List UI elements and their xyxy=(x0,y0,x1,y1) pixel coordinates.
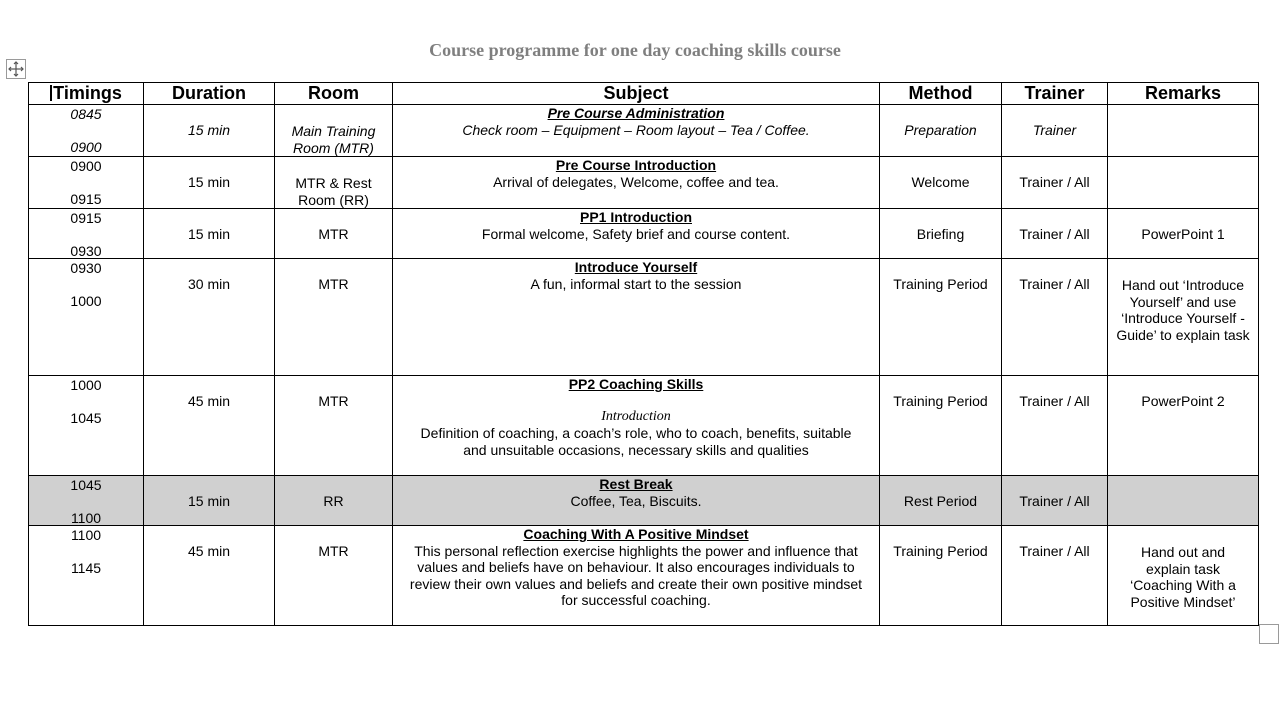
duration-cell[interactable]: 15 min xyxy=(144,105,275,157)
subject-title: Introduce Yourself xyxy=(574,259,698,275)
header-subject[interactable]: Subject xyxy=(393,83,880,105)
subject-text: Arrival of delegates, Welcome, coffee and tea. xyxy=(493,173,779,190)
remarks-cell[interactable]: PowerPoint 1 xyxy=(1108,209,1259,259)
start-time: 1100 xyxy=(70,527,102,543)
move-arrows-icon xyxy=(8,61,24,77)
start-time: 0845 xyxy=(70,106,102,122)
subject-cell[interactable] xyxy=(393,376,880,476)
method-cell[interactable]: Training Period xyxy=(880,376,1002,476)
table-row xyxy=(29,376,1259,476)
end-time: 0930 xyxy=(70,243,102,259)
trainer-cell[interactable]: Trainer / All xyxy=(1002,526,1108,626)
header-method[interactable]: Method xyxy=(880,83,1002,105)
remarks-cell[interactable]: PowerPoint 2 xyxy=(1108,376,1259,476)
table-row xyxy=(29,526,1259,626)
subject-title: PP1 Introduction xyxy=(580,209,692,225)
end-time: 1045 xyxy=(70,410,102,426)
subject-intro: Introduction xyxy=(601,408,671,424)
subject-text: Check room – Equipment – Room layout – Tea / Coffee. xyxy=(462,121,810,138)
header-duration[interactable]: Duration xyxy=(144,83,275,105)
method-cell[interactable]: Welcome xyxy=(880,157,1002,209)
remarks-cell[interactable]: Hand out and explain task ‘Coaching With a Positive Mindset’ xyxy=(1108,526,1259,626)
trainer-cell[interactable]: Trainer / All xyxy=(1002,157,1108,209)
duration-cell[interactable]: 15 min xyxy=(144,209,275,259)
subject-text: Formal welcome, Safety brief and course content. xyxy=(481,225,791,242)
end-time: 1145 xyxy=(70,560,102,576)
duration-cell[interactable]: 45 min xyxy=(144,376,275,476)
table-row xyxy=(29,209,1259,259)
timings-cell[interactable] xyxy=(29,209,144,259)
duration-cell[interactable]: 45 min xyxy=(144,526,275,626)
trainer-cell[interactable]: Trainer / All xyxy=(1002,259,1108,376)
room-cell[interactable]: MTR & Rest Room (RR) xyxy=(275,157,393,209)
subject-text: A fun, informal start to the session xyxy=(530,275,742,292)
trainer-cell[interactable]: Trainer / All xyxy=(1002,376,1108,476)
subject-title: PP2 Coaching Skills xyxy=(568,376,704,392)
trainer-cell[interactable]: Trainer / All xyxy=(1002,209,1108,259)
table-row xyxy=(29,105,1259,157)
duration-cell[interactable]: 15 min xyxy=(144,157,275,209)
room-cell[interactable]: MTR xyxy=(275,259,393,376)
subject-cell[interactable] xyxy=(393,259,880,376)
subject-text: This personal reflection exercise highlights the power and influence that values and beliefs have on behaviour. It also encourages individuals to review their own values and beliefs and create their own positive mindset for successful coaching. xyxy=(409,542,863,608)
remarks-cell[interactable] xyxy=(1108,157,1259,209)
method-cell[interactable]: Briefing xyxy=(880,209,1002,259)
subject-cell[interactable] xyxy=(393,157,880,209)
table-move-handle[interactable] xyxy=(6,59,26,79)
header-remarks[interactable]: Remarks xyxy=(1108,83,1259,105)
trainer-cell[interactable]: Trainer xyxy=(1002,105,1108,157)
subject-text: Coffee, Tea, Biscuits. xyxy=(570,492,702,509)
start-time: 1045 xyxy=(70,477,102,493)
table-resize-handle[interactable] xyxy=(1259,624,1279,644)
timings-cell[interactable] xyxy=(29,526,144,626)
table-row xyxy=(29,157,1259,209)
room-cell[interactable]: MTR xyxy=(275,376,393,476)
method-cell[interactable]: Rest Period xyxy=(880,476,1002,526)
end-time: 1000 xyxy=(70,293,102,309)
subject-cell[interactable] xyxy=(393,105,880,157)
end-time: 1100 xyxy=(70,510,102,526)
remarks-cell[interactable] xyxy=(1108,105,1259,157)
timings-cell[interactable] xyxy=(29,105,144,157)
timings-cell[interactable] xyxy=(29,476,144,526)
table-row xyxy=(29,476,1259,526)
timings-cell[interactable] xyxy=(29,157,144,209)
table-header-row xyxy=(29,83,1259,105)
table-row xyxy=(29,259,1259,376)
subject-title: Rest Break xyxy=(599,476,673,492)
end-time: 0915 xyxy=(70,191,102,207)
timings-cell[interactable] xyxy=(29,376,144,476)
text-cursor xyxy=(50,85,52,101)
header-trainer[interactable]: Trainer xyxy=(1002,83,1108,105)
document-title: Course programme for one day coaching skills course xyxy=(429,40,841,60)
duration-cell[interactable]: 15 min xyxy=(144,476,275,526)
room-cell[interactable]: MTR xyxy=(275,526,393,626)
start-time: 0930 xyxy=(70,260,102,276)
room-cell[interactable]: Main Training Room (MTR) xyxy=(275,105,393,157)
remarks-cell[interactable]: Hand out ‘Introduce Yourself’ and use ‘Introduce Yourself - Guide’ to explain task xyxy=(1108,259,1259,376)
header-timings-label: Timings xyxy=(53,83,122,103)
room-cell[interactable]: MTR xyxy=(275,209,393,259)
end-time: 0900 xyxy=(70,139,102,155)
subject-cell[interactable] xyxy=(393,476,880,526)
subject-title: Pre Course Introduction xyxy=(555,157,717,173)
start-time: 0915 xyxy=(70,210,102,226)
method-cell[interactable]: Training Period xyxy=(880,259,1002,376)
duration-cell[interactable]: 30 min xyxy=(144,259,275,376)
course-programme-table xyxy=(28,82,1259,626)
room-cell[interactable]: RR xyxy=(275,476,393,526)
subject-cell[interactable] xyxy=(393,209,880,259)
subject-text: Definition of coaching, a coach’s role, who to coach, benefits, suitable and unsuitable occasions, necessary skills and qualities xyxy=(420,425,852,458)
start-time: 0900 xyxy=(70,158,102,174)
subject-cell[interactable] xyxy=(393,526,880,626)
header-timings[interactable] xyxy=(29,83,144,105)
method-cell[interactable]: Training Period xyxy=(880,526,1002,626)
method-cell[interactable]: Preparation xyxy=(880,105,1002,157)
subject-title: Coaching With A Positive Mindset xyxy=(523,526,749,542)
start-time: 1000 xyxy=(70,377,102,393)
subject-title: Pre Course Administration xyxy=(547,105,725,121)
remarks-cell[interactable] xyxy=(1108,476,1259,526)
header-room[interactable]: Room xyxy=(275,83,393,105)
trainer-cell[interactable]: Trainer / All xyxy=(1002,476,1108,526)
timings-cell[interactable] xyxy=(29,259,144,376)
